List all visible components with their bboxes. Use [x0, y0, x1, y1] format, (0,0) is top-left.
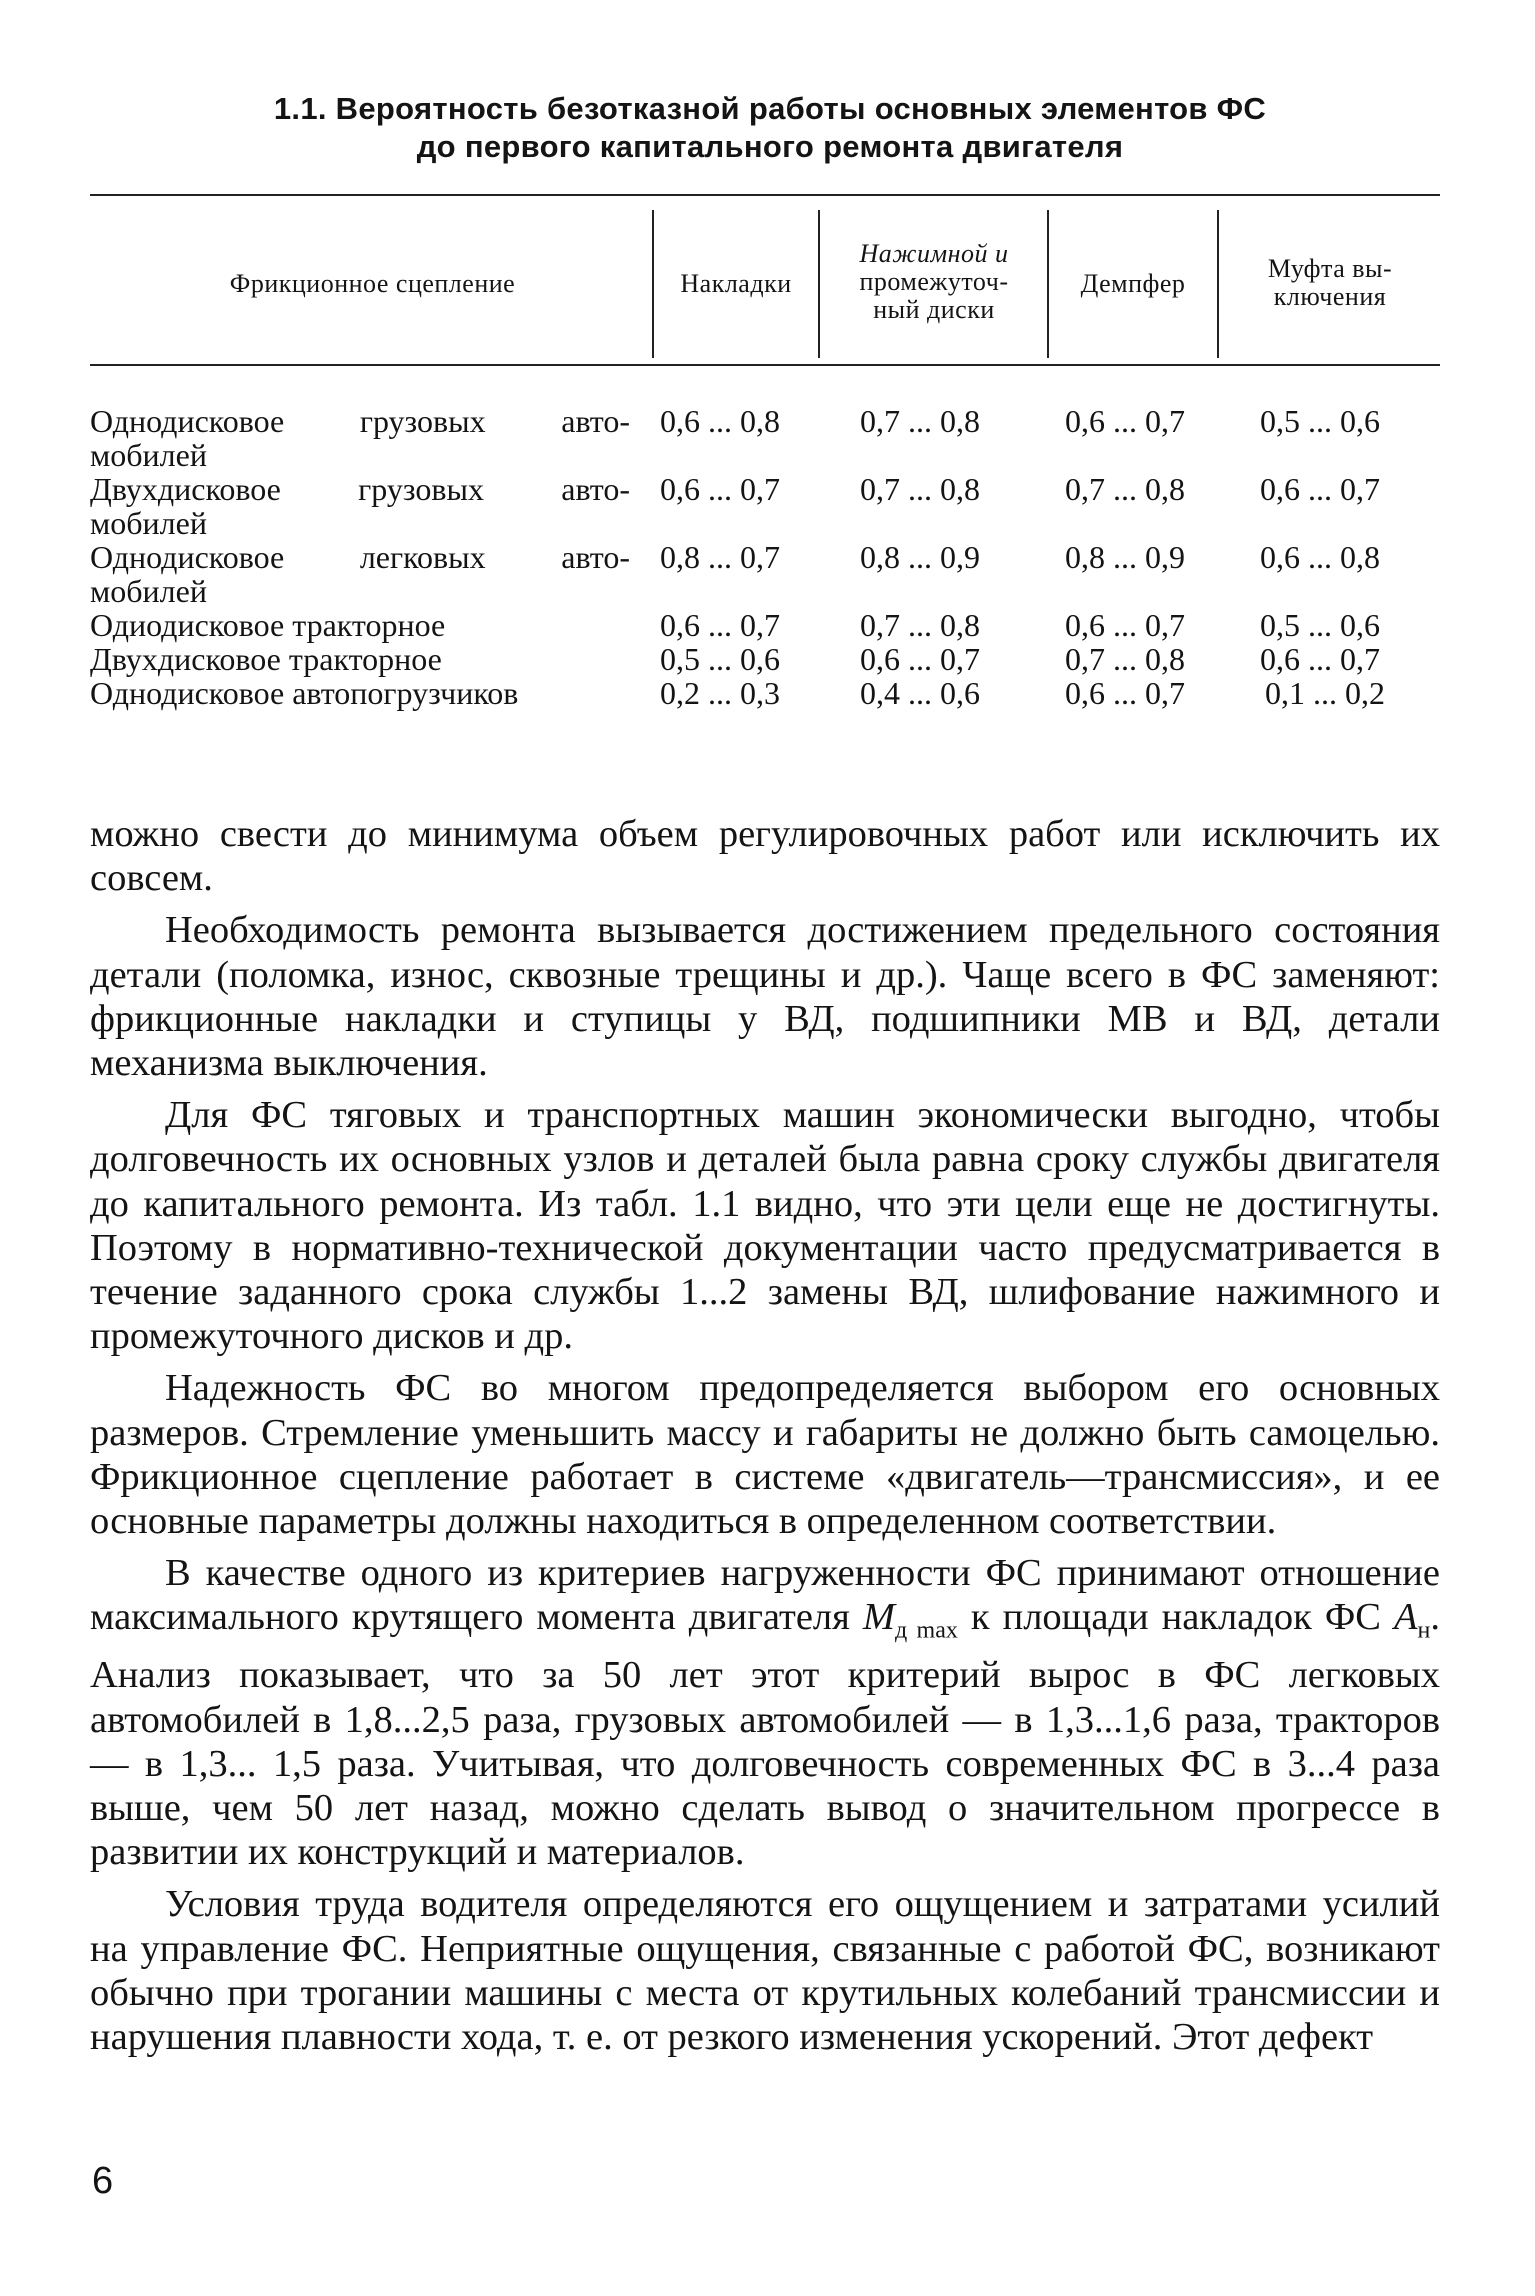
row-name — [90, 642, 630, 676]
row-name-line-1: Однодисковое автопогрузчиков — [90, 675, 519, 711]
cell-discs: 0,4 ... 0,6 — [860, 675, 980, 711]
table-header-rule — [90, 364, 1440, 366]
row-name-line-1: Однодисковое грузовых авто- — [90, 403, 630, 439]
cell-damper: 0,8 ... 0,9 — [1065, 539, 1185, 575]
cell-release: 0,1 ... 0,2 — [1265, 675, 1385, 711]
table-row — [90, 404, 1440, 472]
table-row — [90, 608, 1440, 642]
paragraph-4-part-a: В качестве одного из критериев нагруженности ФС принимают отношение максимального крутящего момента двигателя — [90, 1552, 1440, 1639]
cell-damper: 0,6 ... 0,7 — [1065, 607, 1185, 643]
cell-linings: 0,6 ... 0,7 — [660, 471, 780, 507]
cell-release: 0,5 ... 0,6 — [1260, 607, 1380, 643]
cell-damper: 0,6 ... 0,7 — [1065, 675, 1185, 711]
cell-discs: 0,7 ... 0,8 — [860, 607, 980, 643]
paragraph-0: можно свести до минимума объем регулировочных работ или исключить их совсем. — [90, 813, 1440, 900]
header-discs — [822, 240, 1046, 324]
cell-linings: 0,6 ... 0,8 — [660, 403, 780, 439]
row-name-line-2: мобилей — [90, 505, 207, 541]
row-name-line-1: Однодисковое легковых авто- — [90, 539, 630, 575]
header-separator-1 — [652, 210, 654, 358]
header-separator-2 — [818, 210, 820, 358]
header-separator-3 — [1047, 210, 1049, 358]
formula-m-symbol: M — [862, 1596, 895, 1639]
header-release-line-1: Муфта вы- — [1267, 254, 1393, 283]
paragraph-2: Для ФС тяговых и транспортных машин экономически выгодно, чтобы долговечность их основных узлов и деталей была равна сроку службы двигателя до капитального ремонта. Из табл. 1.1 видно, что эти цели еще не достигнуты. Поэтому в нормативно-технической документации часто предусматривается в течение заданного срока службы 1...2 замены ВД, шлифование нажимного и промежуточного дисков и др. — [90, 1094, 1440, 1358]
cell-discs: 0,7 ... 0,8 — [860, 403, 980, 439]
cell-linings: 0,6 ... 0,7 — [660, 607, 780, 643]
table-title-line-2: до первого капитального ремонта двигателя — [416, 129, 1124, 164]
body-text — [90, 812, 1440, 2067]
cell-damper: 0,7 ... 0,8 — [1065, 641, 1185, 677]
header-release-line-2: ключения — [1273, 282, 1387, 311]
row-name-line-1: Двухдисковое грузовых авто- — [90, 471, 630, 507]
header-linings — [655, 270, 817, 298]
table-body — [90, 404, 1440, 710]
header-discs-line-3: ный диски — [873, 295, 995, 324]
table-title — [90, 90, 1450, 166]
header-damper — [1050, 270, 1216, 298]
row-name — [90, 404, 630, 472]
row-name-line-1: Двухдисковое тракторное — [90, 641, 442, 677]
header-discs-line-1: Нажимной и — [859, 239, 1009, 268]
cell-release: 0,6 ... 0,8 — [1260, 539, 1380, 575]
page-number: 6 — [92, 2160, 114, 2202]
paragraph-4 — [90, 1551, 1440, 1874]
table-row — [90, 676, 1440, 710]
header-damper-text: Демпфер — [1080, 269, 1186, 298]
table-row — [90, 472, 1440, 540]
cell-release: 0,5 ... 0,6 — [1260, 403, 1380, 439]
row-name-line-2: мобилей — [90, 437, 207, 473]
row-name — [90, 472, 630, 540]
cell-linings: 0,8 ... 0,7 — [660, 539, 780, 575]
row-name — [90, 608, 630, 642]
header-clutch — [95, 270, 650, 298]
formula-m-subscript: д max — [894, 1618, 958, 1645]
header-discs-line-2: промежуточ- — [859, 267, 1009, 296]
cell-discs: 0,6 ... 0,7 — [860, 641, 980, 677]
formula-a-subscript: н — [1417, 1618, 1431, 1645]
row-name-line-1: Одиодисковое тракторное — [90, 607, 446, 643]
cell-linings: 0,5 ... 0,6 — [660, 641, 780, 677]
header-clutch-text: Фрикционное сцепление — [229, 269, 516, 298]
cell-release: 0,6 ... 0,7 — [1260, 641, 1380, 677]
formula-a-symbol: A — [1394, 1596, 1418, 1639]
paragraph-4-part-c: . Анализ показывает, что за 50 лет этот критерий вырос в ФС легковых автомобилей в 1,8...2,5 раза, грузовых автомобилей — в 1,3...1,6 раза, тракторов — в 1,3... 1,5 раза. Учитывая, что долговечность современных ФС в 3...4 раза выше, чем 50 лет назад, можно сделать вывод о значительном прогрессе в развитии их конструкций и материалов. — [90, 1596, 1440, 1874]
paragraph-4-part-b: к площади накладок ФС — [970, 1596, 1381, 1639]
cell-damper: 0,7 ... 0,8 — [1065, 471, 1185, 507]
row-name — [90, 676, 650, 710]
row-name-line-2: мобилей — [90, 573, 207, 609]
header-release — [1220, 255, 1440, 311]
header-linings-text: Накладки — [680, 269, 792, 298]
table-row — [90, 540, 1440, 608]
paragraph-3: Надежность ФС во многом предопределяется выбором его основных размеров. Стремление уменьшить массу и габариты не должно быть самоцелью. Фрикционное сцепление работает в системе «двигатель—трансмиссия», и ее основные параметры должны находиться в определенном соответствии. — [90, 1367, 1440, 1543]
row-name — [90, 540, 630, 608]
table-top-rule — [90, 194, 1440, 196]
cell-release: 0,6 ... 0,7 — [1260, 471, 1380, 507]
header-separator-4 — [1217, 210, 1219, 358]
cell-damper: 0,6 ... 0,7 — [1065, 403, 1185, 439]
paragraph-1: Необходимость ремонта вызывается достижением предельного состояния детали (поломка, износ, сквозные трещины и др.). Чаще всего в ФС заменяют: фрикционные накладки и ступицы у ВД, подшипники МВ и ВД, детали механизма выключения. — [90, 909, 1440, 1085]
paragraph-5: Условия труда водителя определяются его ощущением и затратами усилий на управление ФС. Неприятные ощущения, связанные с работой ФС, возникают обычно при трогании машины с места от крутильных колебаний трансмиссии и нарушения плавности хода, т. е. от резкого изменения ускорений. Этот дефект — [90, 1883, 1440, 2058]
cell-linings: 0,2 ... 0,3 — [660, 675, 780, 711]
table-title-line-1: 1.1. Вероятность безотказной работы основных элементов ФС — [273, 91, 1267, 126]
cell-discs: 0,8 ... 0,9 — [860, 539, 980, 575]
cell-discs: 0,7 ... 0,8 — [860, 471, 980, 507]
table-row — [90, 642, 1440, 676]
